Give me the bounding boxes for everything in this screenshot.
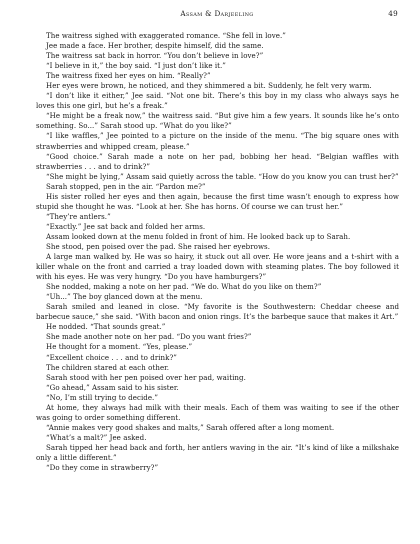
paragraph: “Excellent choice . . . and to drink?” — [46, 352, 177, 362]
paragraph: “Exactly.” Jee sat back and folded her arms. — [46, 221, 206, 231]
paragraph: “Good choice.” Sarah made a note on her pad, bobbing her head. “Belgian waffles with strawberries . . . and to drink?” — [36, 151, 399, 171]
page-number: 49 — [388, 9, 398, 18]
page-body-text — [36, 31, 399, 473]
paragraph: The waitress fixed her eyes on him. “Really?” — [46, 71, 211, 81]
paragraph: “They’re antlers.” — [46, 211, 111, 221]
paragraph: He thought for a moment. “Yes, please.” — [46, 342, 193, 352]
paragraph: She made another note on her pad. “Do you want fries?” — [46, 332, 252, 342]
paragraph: Jee made a face. Her brother, despite himself, did the same. — [46, 41, 264, 51]
paragraph: Sarah stood with her pen poised over her pad, waiting. — [46, 372, 246, 382]
paragraph: “Do they come in strawberry?” — [46, 463, 159, 473]
paragraph: Her eyes were brown, he noticed, and they shimmered a bit. Suddenly, he felt very warm. — [46, 81, 372, 91]
paragraph: “I don’t like it either,” Jee said. “Not one bit. There’s this boy in my class who always says he loves this one girl, but he’s a freak.” — [36, 91, 399, 111]
paragraph: “I believe in it,” the boy said. “I just don’t like it.” — [46, 61, 226, 71]
paragraph: “Go ahead,” Assam said to his sister. — [46, 382, 179, 392]
paragraph: Sarah tipped her head back and forth, her antlers waving in the air. “It’s kind of like a milkshake only a little different.” — [36, 442, 399, 462]
paragraph: The waitress sighed with exaggerated romance. “She fell in love.” — [46, 31, 286, 40]
paragraph: “I like waffles,” Jee pointed to a picture on the inside of the menu. “The big square ones with strawberries and whipped cream, please.” — [36, 131, 399, 151]
paragraph: “No, I’m still trying to decide.” — [46, 392, 158, 402]
paragraph: He nodded. “That sounds great.” — [46, 322, 166, 332]
paragraph: The waitress sat back in horror. “You don’t believe in love?” — [46, 51, 264, 61]
paragraph: “She might be lying,” Assam said quietly across the table. “How do you know you can trust her?” — [46, 171, 399, 181]
running-header — [36, 9, 398, 23]
paragraph: Sarah stopped, pen in the air. “Pardon me?” — [46, 181, 206, 191]
paragraph: Sarah smiled and leaned in close. “My favorite is the Southwestern: Cheddar cheese and barbecue sauce,” she said. “With bacon and onion rings. It’s the barbeque sauce that makes it Art.” — [36, 302, 399, 322]
paragraph: His sister rolled her eyes and then again, because the first time wasn’t enough to express how stupid she thought he was. “Look at her. She has horns. Of course we can trust her.” — [36, 191, 399, 211]
paragraph: A large man walked by. He was so hairy, it stuck out all over. He wore jeans and a t-shirt with a killer whale on the front and carried a tray loaded down with steaming plates. The boy followed it with his eyes. He was very hungry. “Do you have hamburgers?” — [36, 252, 399, 282]
paragraph: “Uh...” The boy glanced down at the menu. — [46, 292, 203, 302]
paragraph: The children stared at each other. — [46, 362, 170, 372]
running-title: Assam & Darjeeling — [180, 9, 254, 18]
paragraph: Assam looked down at the menu folded in front of him. He looked back up to Sarah. — [46, 231, 351, 241]
paragraph: “What’s a malt?” Jee asked. — [46, 432, 147, 442]
paragraph: At home, they always had milk with their meals. Each of them was waiting to see if the other was going to order something different. — [36, 402, 399, 422]
paragraph: “He might be a freak now,” the waitress said. “But give him a few years. It sounds like he’s onto something. So...” Sarah stood up. “What do you like?” — [36, 111, 399, 131]
paragraph: She stood, pen poised over the pad. She raised her eyebrows. — [46, 241, 270, 251]
paragraph: She nodded, making a note on her pad. “We do. What do you like on them?” — [46, 282, 322, 292]
paragraph: “Annie makes very good shakes and malts,” Sarah offered after a long moment. — [46, 422, 335, 432]
